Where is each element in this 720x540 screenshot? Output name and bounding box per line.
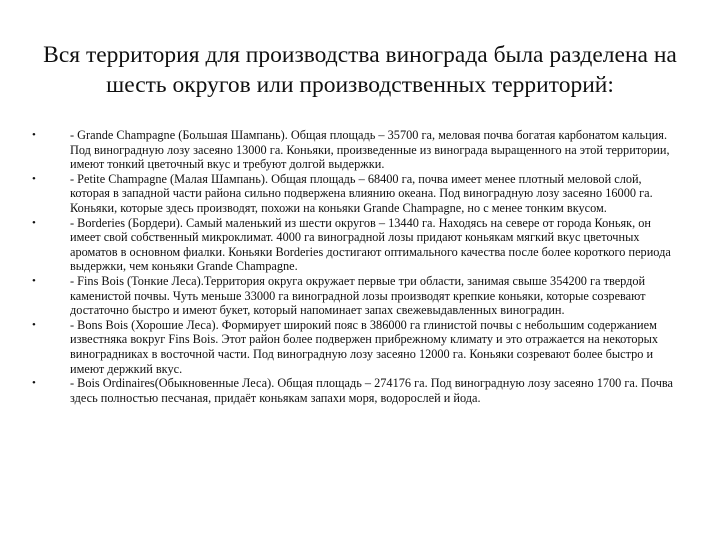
bullet-list <box>32 128 682 405</box>
list-item-text: - Grande Champagne (Большая Шампань). Общая площадь – 35700 га, меловая почва богатая карбонатом кальция. Под виноградную лозу засеяно 13000 га. Коньяки, произведенные из винограда выращенного на этой территории, имеют тонкий цветочный вкус и требуют долгой выдержки. <box>70 128 670 172</box>
list-item-text: - Fins Bois (Тонкие Леса).Территория округа окружает первые три области, занимая свыше 354200 га твердой каменистой почвы. Чуть меньше 33000 га виноградной лозы производят крепкие коньяки, которые созревают достаточно быстро и имеют букет, который напоминает запах свежевыдавленных виноградин. <box>70 273 646 318</box>
bullet-icon: • <box>32 172 36 185</box>
list-item-text: - Bois Ordinaires(Обыкновенные Леса). Общая площадь – 274176 га. Под виноградную лозу засеяно 1700 га. Почва здесь полностью песчаная, придаёт коньякам запахи моря, водорослей и йода. <box>70 376 674 405</box>
list-item <box>32 172 682 216</box>
list-item <box>32 128 682 172</box>
list-item <box>32 274 682 318</box>
list-item <box>32 318 682 376</box>
bullet-icon: • <box>32 129 36 141</box>
slide-title: Вся территория для производства винограда была разделена на шесть округов или производственных территорий: <box>43 42 677 98</box>
list-item-text: - Bons Bois (Хорошие Леса). Формирует широкий пояс в 386000 га глинистой почвы с небольшим содержанием известняка вокруг Fins Bois. Этот район более подвержен прибрежному климату и это отражается на некоторых виноградниках в восточной части. Под виноградную лозу засеяно 12000 га. Коньяки созревают более быстро и имеют держкий вкус. <box>70 317 659 376</box>
list-item-text: - Petite Champagne (Малая Шампань). Общая площадь – 68400 га, почва имеет менее плотный меловой слой, которая в западной части района сильно подвержена влиянию океана. Под виноградную лозу засеяно 16000 га. Коньяки, которые здесь производят, похожи на коньяки Grande Champagne, но с менее тонким вкусом. <box>70 171 653 215</box>
bullet-icon: • <box>32 274 36 287</box>
list-item <box>32 216 682 274</box>
bullet-icon: • <box>32 216 36 229</box>
bullet-icon: • <box>32 318 36 331</box>
list-item-text: - Borderies (Бордери). Самый маленький из шести округов – 13440 га. Находясь на севере от города Коньяк, он имеет свой собственный микроклимат. 4000 га виноградной лозы придают коньякам мягкий вкус цветочных ароматов в основном фиалки. Коньяки Borderies достигают оптимального качества после более короткого периода выдержки, чем коньяки Grande Champagne. <box>70 215 671 274</box>
list-item <box>32 376 682 405</box>
bullet-icon: • <box>32 377 36 390</box>
